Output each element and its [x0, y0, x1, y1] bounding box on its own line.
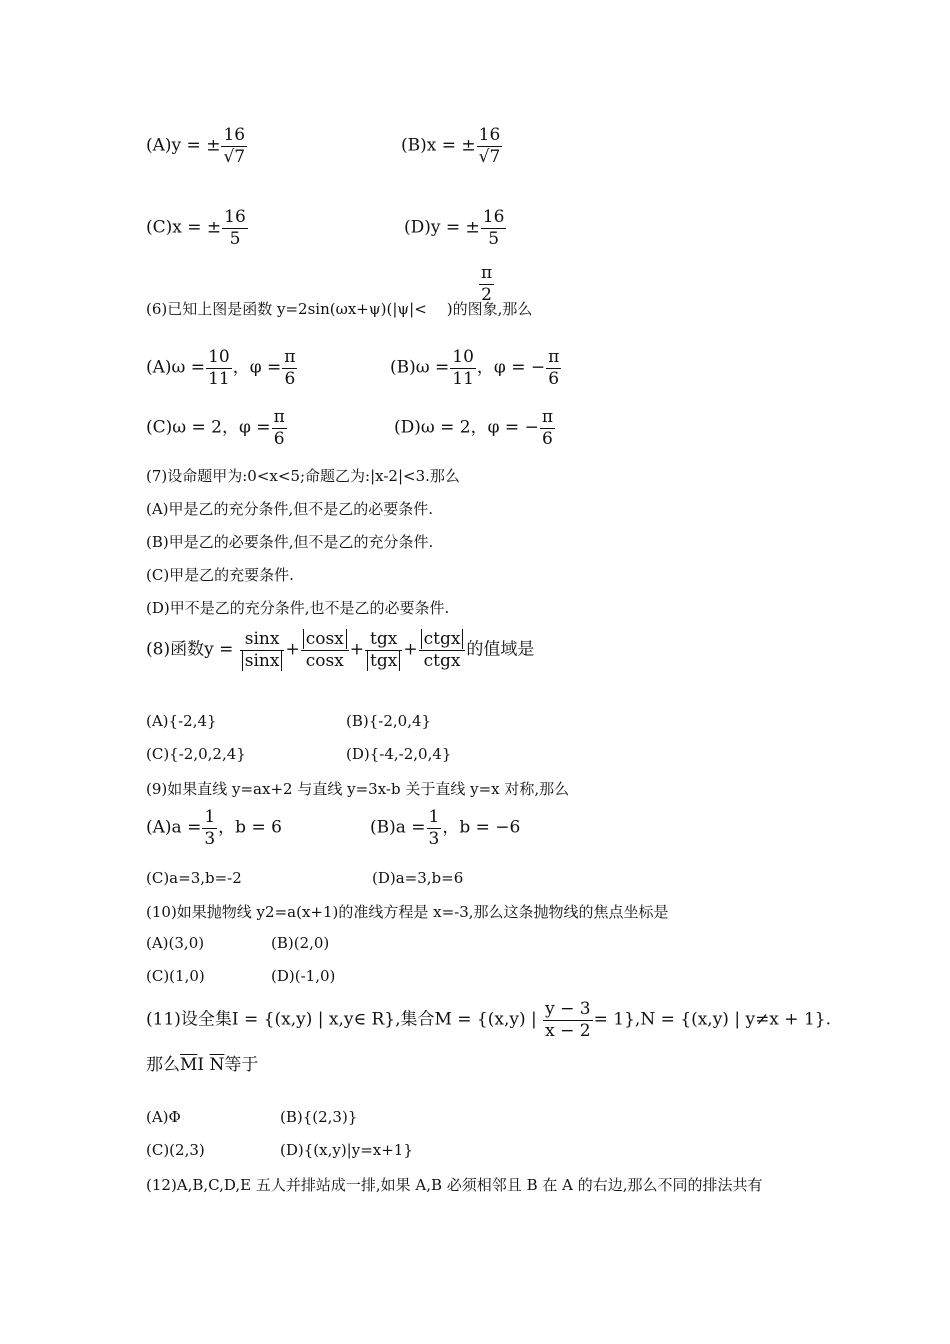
q8-term-4: $\frac{\text{ctgx}}{\text{ctgx}}$ — [419, 630, 466, 670]
q5-option-b-label: (B)x = ± — [401, 135, 476, 156]
q5-option-c — [146, 208, 249, 248]
q5-option-d-label: (D)y = ± — [404, 217, 480, 238]
q8-term-3: $\frac{\text{tgx}}{\text{tgx}}$ — [365, 630, 402, 670]
q9-stem: (9)如果直线 y=ax+2 与直线 y=3x-b 关于直线 y=x 对称,那么 — [146, 780, 570, 798]
q8-option-a: (A){-2,4} — [146, 712, 217, 730]
q8-option-d: (D){-4,-2,0,4} — [346, 745, 452, 763]
q5-option-c-fraction: $\frac{16}{5}$ — [224, 207, 246, 249]
q6-option-d: (D)ω = 2，φ = − $\frac{\pi}{6}$ — [394, 407, 554, 449]
q9-option-a: (A)a = $\frac{1}{3}$ ，b = 6 — [146, 807, 282, 849]
q5-option-d — [404, 208, 507, 248]
q7-stem: (7)设命题甲为:0<x<5;命题乙为:|x-2|<3.那么 — [146, 467, 460, 485]
q5-option-d-fraction: $\frac{16}{5}$ — [482, 207, 505, 249]
q11-option-d: (D){(x,y)|y=x+1} — [280, 1141, 413, 1159]
q9-option-b: (B)a = $\frac{1}{3}$ ，b = −6 — [370, 807, 521, 849]
q11-option-b: (B){(2,3)} — [280, 1108, 358, 1126]
q6-option-a: (A)ω = $\frac{10}{11}$ ，φ = $\frac{\pi}{6}$ — [146, 347, 296, 389]
q5-option-a — [146, 126, 248, 166]
q6-pi-over-2: $\frac{\pi}{2}$ — [481, 263, 493, 305]
q7-option-a: (A)甲是乙的充分条件,但不是乙的必要条件. — [146, 500, 434, 518]
q5-option-b-fraction: $\frac{16}{√7}$ — [478, 125, 501, 167]
q5-option-a-label: (A)y = ± — [146, 135, 221, 156]
q11-option-a: (A)Φ — [146, 1108, 181, 1126]
q8-option-b: (B){-2,0,4} — [346, 712, 432, 730]
q5-option-c-label: (C)x = ± — [146, 217, 222, 238]
q6-option-b: (B)ω = $\frac{10}{11}$ ，φ = − $\frac{\pi}{6}$ — [390, 347, 560, 389]
q11-stem: (11)设全集I = {(x,y) | x,y∈ R},集合M = {(x,y) | $\frac{y - 3}{x - 2}$ = 1},N = {(x,y) | y≠x + 1}. — [146, 999, 831, 1041]
q10-stem: (10)如果抛物线 y2=a(x+1)的准线方程是 x=-3,那么这条抛物线的焦点坐标是 — [146, 903, 669, 921]
q5-option-b — [401, 126, 503, 166]
q11-stem-line2: 那么$\overline{M}I$ $\overline{N}$等于 — [146, 1055, 259, 1075]
q12-stem: (12)A,B,C,D,E 五人并排站成一排,如果 A,B 必须相邻且 B 在 A 的右边,那么不同的排法共有 — [146, 1176, 763, 1194]
q10-option-b: (B)(2,0) — [271, 934, 330, 952]
q5-option-a-fraction: $\frac{16}{√7}$ — [223, 125, 246, 167]
q7-option-d: (D)甲不是乙的充分条件,也不是乙的必要条件. — [146, 599, 450, 617]
q8-term-1: $\frac{\sin x}{\sin x}$ — [240, 630, 285, 670]
q6-option-c: (C)ω = 2，φ = $\frac{\pi}{6}$ — [146, 407, 285, 449]
q8-term-2: $\frac{\cos x}{\cos x}$ — [301, 630, 349, 670]
q7-option-b: (B)甲是乙的必要条件,但不是乙的充分条件. — [146, 533, 434, 551]
q7-option-c: (C)甲是乙的充要条件. — [146, 566, 294, 584]
q8-option-c: (C){-2,0,2,4} — [146, 745, 246, 763]
q8-stem: (8)函数y = $\frac{\sin x}{\sin x}$ + $\frac{\cos x}{\cos x}$ + $\frac{\text{tgx}}{\text{tgx}}$ + $\frac{\text{ctgx}}{\text{ctgx}}$ 的值域是 — [146, 629, 535, 671]
q9-option-d: (D)a=3,b=6 — [372, 869, 464, 887]
q9-option-c: (C)a=3,b=-2 — [146, 869, 242, 887]
q10-option-d: (D)(-1,0) — [271, 967, 336, 985]
q10-option-a: (A)(3,0) — [146, 934, 205, 952]
q6-stem: (6)已知上图是函数 y=2sin(ωx+ψ)(|ψ|< )的图象,那么 — [146, 300, 533, 318]
q11-option-c: (C)(2,3) — [146, 1141, 205, 1159]
q10-option-c: (C)(1,0) — [146, 967, 205, 985]
